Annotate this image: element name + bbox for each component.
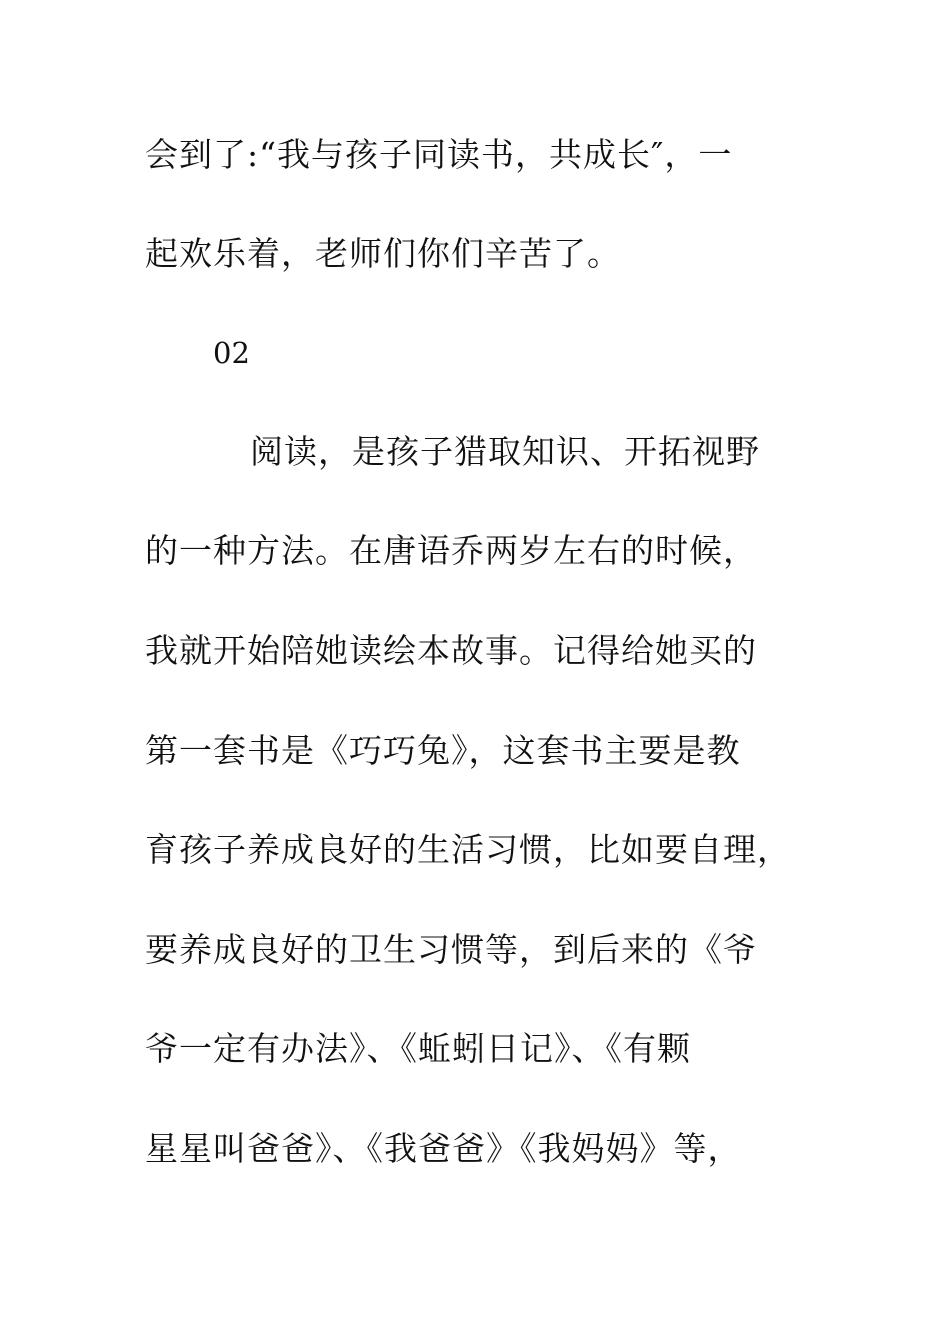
section-number: 02	[213, 336, 250, 370]
paragraph-line: 起欢乐着，老师们你们辛苦了。	[145, 234, 621, 273]
paragraph-line: 星星叫爸爸》、《我爸爸》《我妈妈》等，	[145, 1129, 742, 1168]
paragraph-line: 的一种方法。在唐语乔两岁左右的时候，	[145, 531, 757, 570]
paragraph-line: 爷一定有办法》、《蚯蚓日记》、《有颗	[145, 1029, 691, 1068]
paragraph-line: 我就开始陪她读绘本故事。记得给她买的	[145, 631, 757, 670]
paragraph-line: 要养成良好的卫生习惯等，到后来的《爷	[145, 930, 757, 969]
paragraph-line: 阅读，是孩子猎取知识、开拓视野	[250, 432, 760, 471]
paragraph-line: 育孩子养成良好的生活习惯，比如要自理，	[145, 830, 791, 869]
paragraph-line: 第一套书是《巧巧兔》，这套书主要是教	[145, 731, 741, 770]
paragraph-line: 会到了:“我与孩子同读书，共成长″，一	[145, 135, 733, 174]
